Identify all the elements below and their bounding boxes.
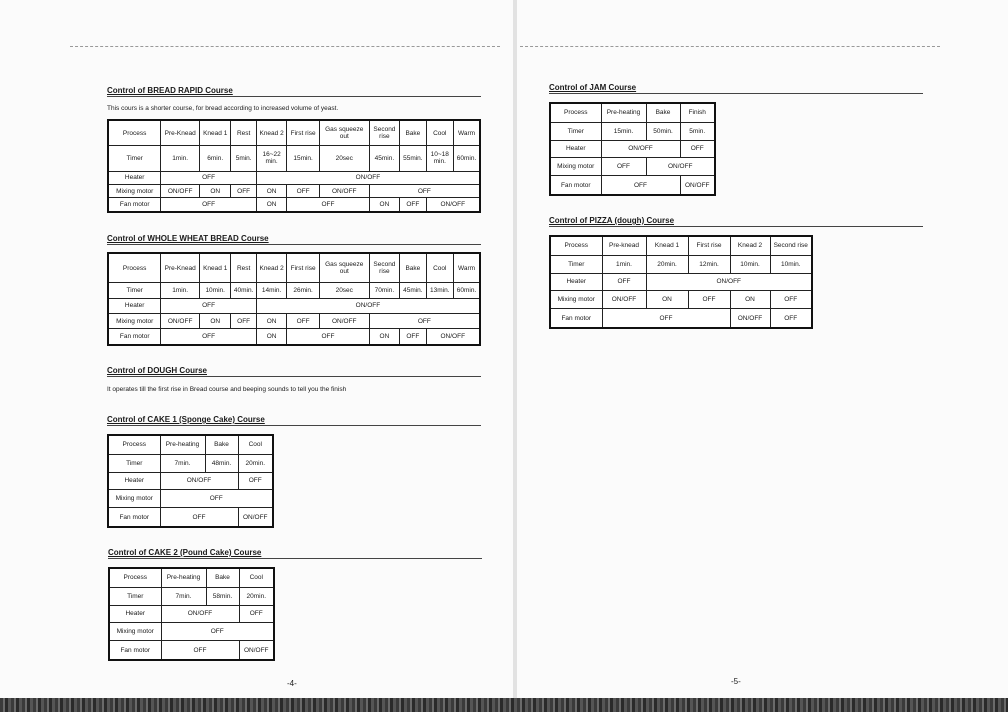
table-row [109,623,274,641]
pizza-table [549,235,813,329]
table-cell: ON [256,329,286,345]
table-cell: Bake [205,435,238,454]
table-cell: Second rise [369,120,399,146]
table-cell: OFF [601,158,646,176]
table-cell: ON/OFF [238,508,273,527]
page-number: -5- [731,677,741,686]
table-row [109,568,274,587]
table-cell: ON [256,313,286,328]
table-cell: Knead 2 [730,236,770,255]
table-cell: ON [369,198,399,212]
table-cell: 48min. [205,454,238,472]
table-cell: 60min. [454,146,481,171]
row-header: Process [108,120,161,146]
row-header: Mixing motor [108,490,160,508]
table-row [550,309,812,328]
table-cell: ON [256,198,286,212]
dough-description: It operates till the first rise in Bread course and beeping sounds to tell you the finish [107,386,347,393]
row-header: Heater [109,605,161,623]
table-row [550,158,715,176]
table-row [550,103,715,122]
table-row [108,283,480,298]
table-cell: ON [256,184,286,197]
top-edge-line [70,46,500,47]
bread-rapid-table [107,119,481,213]
table-cell: Rest [231,120,256,146]
table-cell: 10min. [770,255,812,273]
row-header: Fan motor [550,309,602,328]
table-cell: Knead 1 [199,120,231,146]
table-cell: Warm [454,120,481,146]
table-cell: Bake [646,103,680,122]
row-header: Fan motor [550,176,601,195]
table-cell: 20min. [239,587,274,605]
table-cell: First rise [287,120,320,146]
table-row [108,329,480,345]
table-row [108,253,480,283]
row-header: Process [550,103,601,122]
table-cell: OFF [160,490,273,508]
table-row [550,255,812,273]
table-cell: OFF [602,273,646,291]
table-cell: Knead 2 [256,120,286,146]
table-cell: Second rise [369,253,399,283]
row-header: Mixing motor [550,158,601,176]
table-cell: 12min. [688,255,730,273]
table-cell: 15min. [287,146,320,171]
table-cell: 15min. [601,122,646,140]
table-cell: Knead 1 [646,236,688,255]
table-cell: OFF [400,198,426,212]
table-cell: OFF [238,472,273,490]
row-header: Timer [109,587,161,605]
table-cell: 70min. [369,283,399,298]
table-cell: OFF [287,313,320,328]
table-cell: Knead 2 [256,253,286,283]
table-cell: 40min. [231,283,256,298]
table-cell: ON/OFF [239,641,274,660]
table-cell: OFF [161,298,257,313]
table-cell: 10min. [199,283,231,298]
row-header: Mixing motor [108,184,161,197]
table-row [108,435,273,454]
table-cell: OFF [161,641,239,660]
table-cell: Pre-knead [602,236,646,255]
row-header: Mixing motor [108,313,161,328]
table-cell: Rest [231,253,256,283]
jam-title: Control of JAM Course [549,83,637,92]
table-cell: ON/OFF [646,158,715,176]
table-cell: ON/OFF [319,313,369,328]
table-cell: 20min. [238,454,273,472]
table-cell: 10~18 min. [426,146,453,171]
table-cell: 14min. [256,283,286,298]
table-row [550,236,812,255]
table-cell: 20sec [319,283,369,298]
section-rule [107,425,481,426]
dough-title: Control of DOUGH Course [107,366,207,375]
table-cell: 10min. [730,255,770,273]
table-cell: Cool [239,568,274,587]
table-cell: OFF [161,171,257,184]
table-cell: OFF [601,176,680,195]
table-cell: ON/OFF [319,184,369,197]
table-cell: Bake [206,568,239,587]
table-row [108,171,480,184]
table-row [550,291,812,309]
table-cell: Pre-Knead [161,120,200,146]
section-rule [549,226,923,227]
table-cell: 45min. [400,283,426,298]
table-row [108,120,480,146]
table-cell: 1min. [161,283,200,298]
row-header: Fan motor [108,198,161,212]
table-row [109,641,274,660]
table-cell: 26min. [287,283,320,298]
row-header: Process [109,568,161,587]
section-rule [107,96,481,97]
table-cell: Cool [238,435,273,454]
table-cell: Bake [400,120,426,146]
table-cell: OFF [161,329,257,345]
table-cell: 58min. [206,587,239,605]
cake2-title: Control of CAKE 2 (Pound Cake) Course [108,548,262,557]
table-row [108,454,273,472]
table-cell: ON [369,329,399,345]
table-cell: 20sec [319,146,369,171]
row-header: Heater [108,298,161,313]
table-cell: Finish [680,103,715,122]
table-cell: Pre-heating [601,103,646,122]
table-cell: ON/OFF [646,273,812,291]
table-cell: Pre-heating [161,568,206,587]
table-row [108,184,480,197]
table-cell: ON/OFF [601,140,680,158]
pizza-title: Control of PIZZA (dough) Course [549,216,675,225]
table-cell: 7min. [160,454,205,472]
table-cell: OFF [239,605,274,623]
table-cell: First rise [287,253,320,283]
table-cell: OFF [680,140,715,158]
table-cell: ON [646,291,688,309]
table-cell: ON/OFF [256,171,480,184]
table-cell: 60min. [454,283,481,298]
table-row [108,508,273,527]
page-number: -4- [287,679,297,688]
row-header: Heater [550,273,602,291]
jam-table [549,102,716,196]
table-cell: 55min. [400,146,426,171]
table-row [108,146,480,171]
table-row [109,587,274,605]
table-cell: First rise [688,236,730,255]
table-cell: OFF [231,184,256,197]
row-header: Mixing motor [109,623,161,641]
row-header: Process [550,236,602,255]
row-header: Fan motor [109,641,161,660]
section-rule [107,244,481,245]
scan-edge [0,698,1008,712]
table-cell: 13min. [426,283,453,298]
table-cell: OFF [400,329,426,345]
row-header: Fan motor [108,329,161,345]
cake1-table [107,434,274,528]
bread-rapid-title: Control of BREAD RAPID Course [107,86,233,95]
row-header: Fan motor [108,508,160,527]
table-cell: ON/OFF [680,176,715,195]
table-cell: ON/OFF [602,291,646,309]
row-header: Timer [108,283,161,298]
table-row [550,176,715,195]
table-row [550,273,812,291]
table-cell: OFF [161,623,274,641]
table-row [550,140,715,158]
table-cell: OFF [369,184,480,197]
section-rule [108,558,482,559]
table-cell: 50min. [646,122,680,140]
table-cell: ON [199,184,231,197]
table-row [108,472,273,490]
table-cell: Pre-Knead [161,253,200,283]
table-row [108,490,273,508]
table-row [108,198,480,212]
table-row [108,313,480,328]
row-header: Heater [108,472,160,490]
table-row [108,298,480,313]
cake1-title: Control of CAKE 1 (Sponge Cake) Course [107,415,265,424]
table-cell: OFF [287,329,369,345]
table-cell: Second rise [770,236,812,255]
table-cell: 5min. [231,146,256,171]
table-cell: OFF [287,198,369,212]
row-header: Heater [550,140,601,158]
table-cell: Cool [426,120,453,146]
table-cell: OFF [770,291,812,309]
row-header: Heater [108,171,161,184]
row-header: Process [108,253,161,283]
row-header: Timer [108,454,160,472]
table-cell: ON/OFF [161,184,200,197]
cake2-table [108,567,275,661]
table-cell: OFF [160,508,238,527]
row-header: Timer [108,146,161,171]
table-row [550,122,715,140]
table-cell: OFF [287,184,320,197]
bread-rapid-description: This cours is a shorter course, for bread according to increased volume of yeast. [107,105,339,112]
section-rule [549,93,923,94]
section-rule [107,376,481,377]
table-cell: OFF [161,198,257,212]
table-cell: Warm [454,253,481,283]
table-cell: Gas squeeze out [319,253,369,283]
whole-wheat-table [107,252,481,346]
table-cell: 16~22 min. [256,146,286,171]
table-cell: OFF [688,291,730,309]
table-cell: ON/OFF [426,329,480,345]
table-cell: Pre-heating [160,435,205,454]
table-cell: ON/OFF [161,605,239,623]
row-header: Timer [550,122,601,140]
table-cell: ON/OFF [256,298,480,313]
table-cell: Knead 1 [199,253,231,283]
table-cell: OFF [231,313,256,328]
table-cell: ON/OFF [160,472,238,490]
table-row [109,605,274,623]
table-cell: 5min. [680,122,715,140]
table-cell: 45min. [369,146,399,171]
table-cell: 20min. [646,255,688,273]
whole-wheat-title: Control of WHOLE WHEAT BREAD Course [107,234,269,243]
table-cell: OFF [602,309,730,328]
top-edge-line [520,46,940,47]
table-cell: OFF [369,313,480,328]
row-header: Mixing motor [550,291,602,309]
table-cell: 1min. [161,146,200,171]
table-cell: Gas squeeze out [319,120,369,146]
row-header: Process [108,435,160,454]
table-cell: ON [199,313,231,328]
table-cell: 7min. [161,587,206,605]
table-cell: ON [730,291,770,309]
table-cell: ON/OFF [730,309,770,328]
table-cell: OFF [770,309,812,328]
table-cell: Cool [426,253,453,283]
table-cell: 6min. [199,146,231,171]
table-cell: 1min. [602,255,646,273]
row-header: Timer [550,255,602,273]
table-cell: ON/OFF [426,198,480,212]
table-cell: Bake [400,253,426,283]
table-cell: ON/OFF [161,313,200,328]
